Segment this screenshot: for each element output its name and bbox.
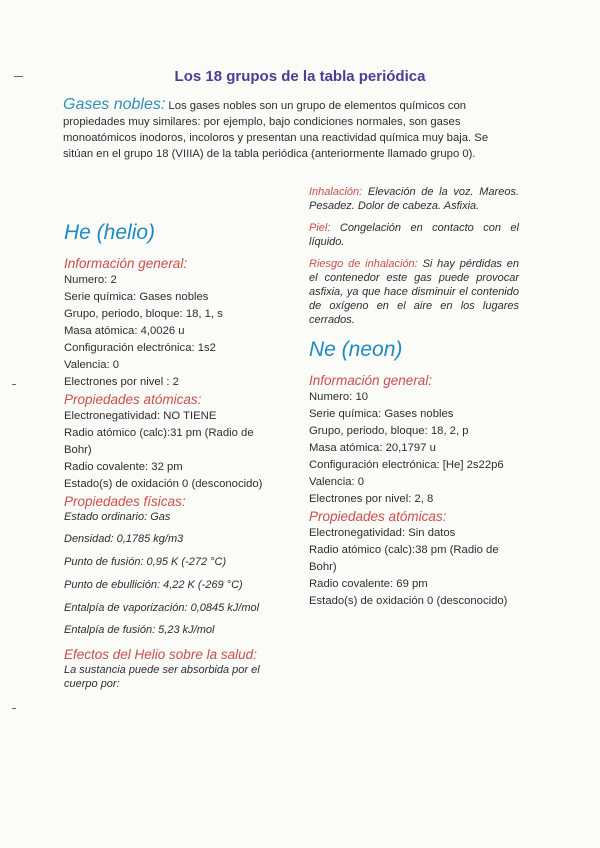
list-item: Electrones por nivel: 2, 8 xyxy=(309,493,434,505)
list-item: Valencia: 0 xyxy=(309,476,365,488)
helium-physical-list xyxy=(64,510,279,637)
helium-general-list xyxy=(64,272,279,391)
list-item: Radio covalente: 32 pm xyxy=(64,461,183,473)
list-item: Grupo, periodo, bloque: 18, 1, s xyxy=(64,308,223,320)
list-item: Masa atómica: 20,1797 u xyxy=(309,442,436,454)
list-item: Valencia: 0 xyxy=(64,359,120,371)
risk-label: Riesgo de inhalación: xyxy=(309,258,418,270)
list-item: Radio covalente: 69 pm xyxy=(309,578,428,590)
helium-physical-heading: Propiedades físicas: xyxy=(64,494,186,509)
right-column xyxy=(309,185,519,610)
helium-risk xyxy=(309,257,519,327)
list-item: Punto de ebullición: 4,22 K (-269 °C) xyxy=(64,579,243,591)
skin-label: Piel: xyxy=(309,222,331,234)
list-item: Radio atómico (calc):38 pm (Radio de Bohr) xyxy=(309,544,499,573)
helium-atomic-list xyxy=(64,408,279,493)
list-item: Configuración electrónica: [He] 2s22p6 xyxy=(309,459,504,471)
inhalation-label: Inhalación: xyxy=(309,186,363,198)
list-item: Electronegatividad: NO TIENE xyxy=(64,410,217,422)
list-item: Electronegatividad: Sin datos xyxy=(309,527,456,539)
helium-atomic-heading: Propiedades atómicas: xyxy=(64,392,202,407)
helium-column xyxy=(64,219,279,691)
helium-inhalation xyxy=(309,185,519,213)
neon-title: Ne (neon) xyxy=(309,338,403,361)
inhalation-text: Elevación de la voz. Mareos. Pesadez. Dolor de cabeza. Asfixia. xyxy=(309,186,519,212)
list-item: Estado ordinario: Gas xyxy=(64,511,171,523)
page-title: Los 18 grupos de la tabla periódica xyxy=(174,68,426,85)
scan-mark xyxy=(12,708,16,709)
neon-general-heading: Información general: xyxy=(309,373,433,388)
neon-general-list xyxy=(309,389,519,508)
list-item: Densidad: 0,1785 kg/m3 xyxy=(64,533,184,545)
scan-mark xyxy=(12,384,16,385)
list-item: Masa atómica: 4,0026 u xyxy=(64,325,185,337)
list-item: Configuración electrónica: 1s2 xyxy=(64,342,216,354)
list-item: Entalpía de fusión: 5,23 kJ/mol xyxy=(64,624,215,636)
skin-text: Congelación en contacto con el líquido. xyxy=(309,222,519,248)
list-item: Serie química: Gases nobles xyxy=(64,291,209,303)
neon-atomic-list xyxy=(309,525,519,610)
risk-text: Si hay pérdidas en el contenedor este gas puede provocar asfixia, ya que hace disminuir el contenido de oxígeno en el aire en los lugares cerrados. xyxy=(309,258,519,326)
neon-atomic-heading: Propiedades atómicas: xyxy=(309,509,447,524)
intro-paragraph xyxy=(63,97,503,162)
helium-skin xyxy=(309,221,519,249)
list-item: Numero: 2 xyxy=(64,274,117,286)
list-item: Serie química: Gases nobles xyxy=(309,408,454,420)
intro-lead: Gases nobles: xyxy=(63,96,166,113)
list-item: Punto de fusión: 0,95 K (-272 °C) xyxy=(64,556,227,568)
intro-text: Los gases nobles son un grupo de elementos químicos con propiedades muy similares: por ejemplo, bajo condiciones normales, son gases monoatómicos inodoros, incoloros y presentan una reactividad química muy baja. Se sitúan en el grupo 18 (VIIIA) de la tabla periódica (anteriormente llamado grupo 0). xyxy=(63,100,489,160)
list-item: Radio atómico (calc):31 pm (Radio de Bohr) xyxy=(64,427,254,456)
list-item: Estado(s) de oxidación 0 (desconocido) xyxy=(309,595,508,607)
list-item: Numero: 10 xyxy=(309,391,369,403)
list-item: Grupo, periodo, bloque: 18, 2, p xyxy=(309,425,469,437)
list-item: Entalpía de vaporización: 0,0845 kJ/mol xyxy=(64,602,260,614)
list-item: Electrones por nivel : 2 xyxy=(64,376,179,388)
helium-general-heading: Información general: xyxy=(64,256,188,271)
helium-effects-heading: Efectos del Helio sobre la salud: xyxy=(64,647,257,662)
helium-effects-text: La sustancia puede ser absorbida por el cuerpo por: xyxy=(64,664,260,690)
helium-title: He (helio) xyxy=(64,221,156,244)
list-item: Estado(s) de oxidación 0 (desconocido) xyxy=(64,478,263,490)
